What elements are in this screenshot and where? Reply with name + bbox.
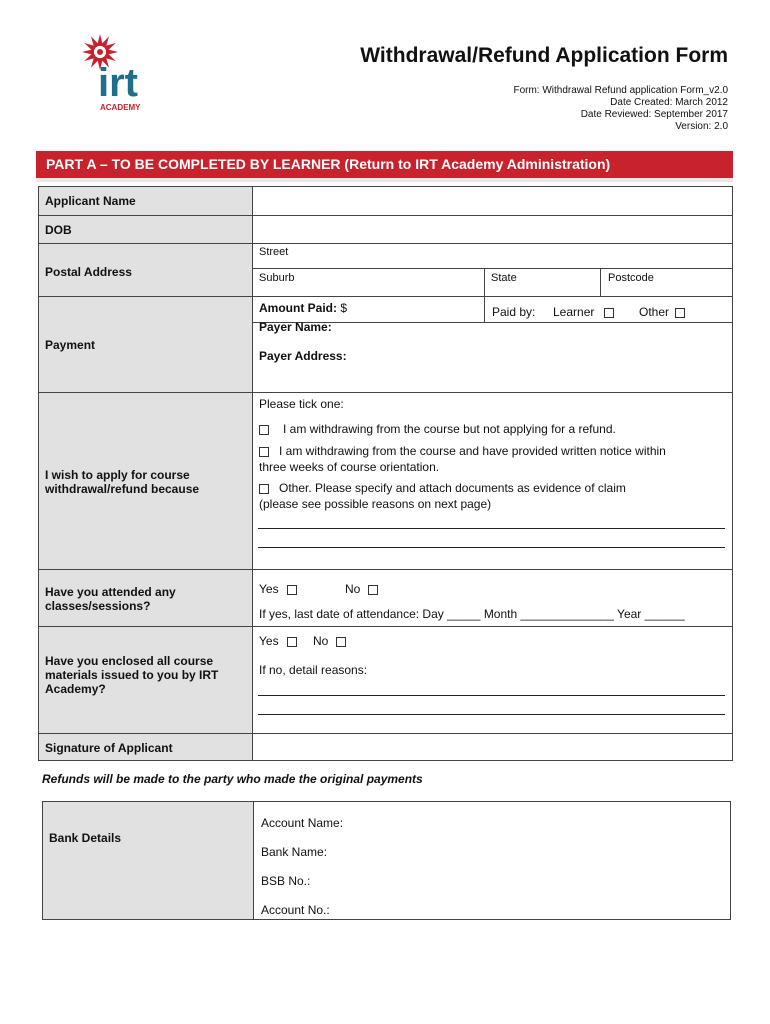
option-no-refund-checkbox[interactable] <box>259 425 269 435</box>
paid-by-label: Paid by: <box>492 305 536 319</box>
option-refund-notice-cont: three weeks of course orientation. <box>259 460 440 474</box>
logo-wordmark: irt <box>98 61 138 105</box>
paid-by-other[interactable]: Other <box>639 305 689 319</box>
bank-name-label: Bank Name: <box>261 845 328 859</box>
attended-no-checkbox[interactable] <box>368 585 378 595</box>
date-created: Date Created: March 2012 <box>610 97 728 108</box>
street-label: Street <box>259 246 289 258</box>
materials-label: Have you enclosed all course materials issued to you by IRT Academy? <box>38 626 253 734</box>
attendance-date-line[interactable]: If yes, last date of attendance: Day _____ Month ______________ Year ______ <box>259 607 685 621</box>
option-other[interactable]: Other. Please specify and attach documents as evidence of claim <box>259 481 626 495</box>
logo-subtext: ACADEMY <box>100 103 141 112</box>
materials-yes-checkbox[interactable] <box>287 637 297 647</box>
amount-paid-label: Amount Paid: $ <box>259 301 348 315</box>
detail-reason-line-2[interactable] <box>258 714 725 715</box>
other-reason-line-2[interactable] <box>258 547 725 548</box>
tick-one-label: Please tick one: <box>259 397 344 411</box>
bsb-label: BSB No.: <box>261 874 311 888</box>
attended-label: Have you attended any classes/sessions? <box>38 569 253 627</box>
paid-by-learner[interactable]: Learner <box>553 305 618 319</box>
signature-label: Signature of Applicant <box>38 733 253 761</box>
version: Version: 2.0 <box>675 121 728 132</box>
detail-reasons-label: If no, detail reasons: <box>259 663 368 677</box>
irt-academy-logo <box>78 30 158 115</box>
option-other-checkbox[interactable] <box>259 484 269 494</box>
option-refund-notice[interactable]: I am withdrawing from the course and have provided written notice within <box>259 444 666 458</box>
street-field[interactable] <box>252 243 733 269</box>
attended-yes-checkbox[interactable] <box>287 585 297 595</box>
applicant-name-field[interactable] <box>252 186 733 216</box>
dob-field[interactable] <box>252 215 733 244</box>
form-name: Form: Withdrawal Refund application Form_v2.0 <box>513 85 728 96</box>
postcode-label: Postcode <box>608 272 654 284</box>
account-name-label: Account Name: <box>261 816 344 830</box>
option-other-cont: (please see possible reasons on next page) <box>259 497 492 511</box>
materials-no[interactable]: No <box>313 634 350 648</box>
learner-checkbox[interactable] <box>604 308 614 318</box>
section-banner: PART A – TO BE COMPLETED BY LEARNER (Return to IRT Academy Administration) <box>36 151 733 178</box>
account-no-label: Account No.: <box>261 903 330 917</box>
suburb-label: Suburb <box>259 272 295 284</box>
bank-details-label: Bank Details <box>42 801 254 920</box>
other-reason-line-1[interactable] <box>258 528 725 529</box>
page-title: Withdrawal/Refund Application Form <box>360 44 728 67</box>
detail-reason-line-1[interactable] <box>258 695 725 696</box>
attended-yes[interactable]: Yes <box>259 582 301 596</box>
payer-name-label: Payer Name: <box>259 320 332 334</box>
state-label: State <box>491 272 517 284</box>
refund-note: Refunds will be made to the party who made the original payments <box>42 772 423 786</box>
date-reviewed: Date Reviewed: September 2017 <box>580 109 728 120</box>
dob-label: DOB <box>38 215 253 244</box>
banner-shadow <box>36 178 733 182</box>
other-checkbox[interactable] <box>675 308 685 318</box>
payment-label: Payment <box>38 296 253 393</box>
option-no-refund[interactable]: I am withdrawing from the course but not applying for a refund. <box>259 422 616 436</box>
option-refund-notice-checkbox[interactable] <box>259 447 269 457</box>
applicant-name-label: Applicant Name <box>38 186 253 216</box>
materials-no-checkbox[interactable] <box>336 637 346 647</box>
postal-address-label: Postal Address <box>38 243 253 297</box>
signature-field[interactable] <box>252 733 733 761</box>
materials-yes[interactable]: Yes <box>259 634 301 648</box>
reason-label: I wish to apply for course withdrawal/refund because <box>38 392 253 570</box>
attended-no[interactable]: No <box>345 582 382 596</box>
payer-address-label: Payer Address: <box>259 349 347 363</box>
